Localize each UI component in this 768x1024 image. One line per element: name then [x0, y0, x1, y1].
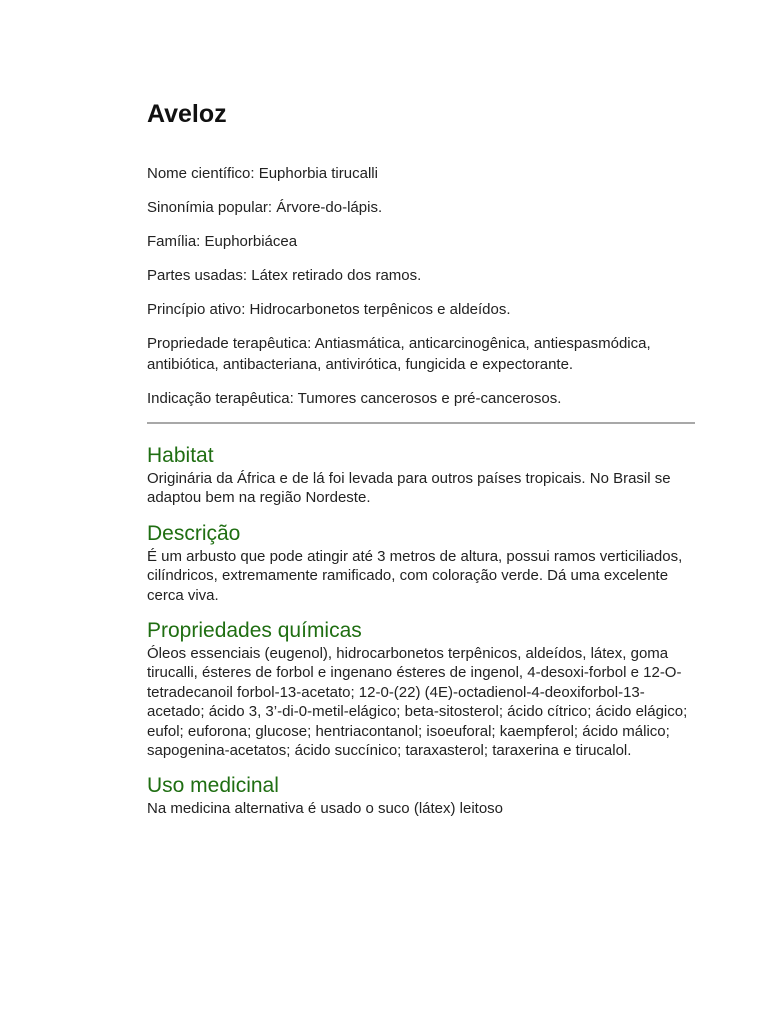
- page-title: Aveloz: [147, 100, 227, 128]
- section-body-habitat: Originária da África e de lá foi levada para outros países tropicais. No Brasil se adaptou bem na região Nordeste.: [147, 470, 671, 507]
- fact-therapeutic-property: Propriedade terapêutica: Antiasmática, anticarcinogênica, antiespasmódica, antibiótica, antibacteriana, antivirótica, fungicida e expectorante.: [147, 335, 651, 373]
- section-chemical-properties: [147, 618, 695, 760]
- plant-facts: [147, 163, 695, 409]
- section-body-description: É um arbusto que pode atingir até 3 metros de altura, possui ramos verticiliados, cilíndricos, extremamente ramificado, com coloração verde. Dá uma excelente cerca viva.: [147, 547, 683, 604]
- section-body-chemical-properties: Óleos essenciais (eugenol), hidrocarbonetos terpênicos, aldeídos, látex, goma tirucalli, ésteres de forbol e ingenano ésteres de ingenol, 4-desoxi-forbol e 12-O-tetradecanoil forbol-13-acetato; 12-0-(22) (4E)-octadienol-4-deoxiforbol-13-acetado; ácido 3, 3’-di-0-metil-elágico; beta-sitosterol; ácido cítrico; ácido elágico; eufol; euforona; glucose; hentriacontanol; isoeuforal; kaempferol; ácido málico; sapogenina-acetatos; ácido succínico; taraxasterol; taraxerina e tirucalol.: [147, 645, 688, 760]
- section-heading-habitat: Habitat: [147, 444, 214, 467]
- section-heading-chemical-properties: Propriedades químicas: [147, 619, 362, 643]
- section-heading-description: Descrição: [147, 521, 241, 545]
- fact-parts-used: Partes usadas: Látex retirado dos ramos.: [147, 267, 422, 284]
- section-divider: [147, 422, 695, 424]
- section-description: [147, 521, 695, 605]
- fact-family: Família: Euphorbiácea: [147, 233, 298, 250]
- fact-popular-synonym: Sinonímia popular: Árvore-do-lápis.: [147, 199, 383, 216]
- fact-active-principle: Princípio ativo: Hidrocarbonetos terpênicos e aldeídos.: [147, 301, 511, 318]
- fact-therapeutic-indication: Indicação terapêutica: Tumores cancerosos e pré-cancerosos.: [147, 390, 562, 407]
- section-body-medicinal-use: Na medicina alternativa é usado o suco (látex) leitoso: [147, 800, 504, 818]
- section-medicinal-use: [147, 773, 695, 818]
- fact-scientific-name: Nome científico: Euphorbia tirucalli: [147, 165, 378, 182]
- section-heading-medicinal-use: Uso medicinal: [147, 774, 279, 798]
- section-habitat: [147, 443, 695, 508]
- document-page: [147, 98, 695, 819]
